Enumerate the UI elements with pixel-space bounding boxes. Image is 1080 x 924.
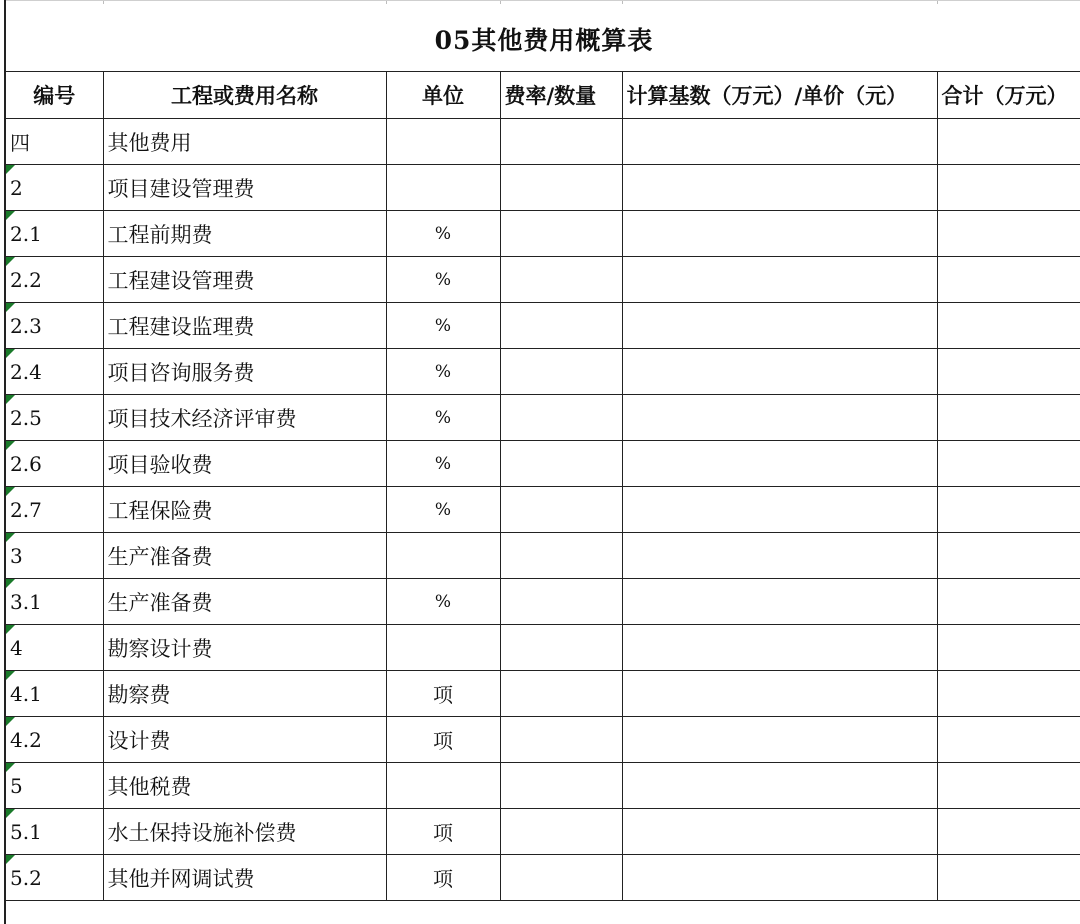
cell-rate-quantity[interactable] [500,441,622,487]
cell-rate-quantity[interactable] [500,763,622,809]
table-row [6,625,1080,671]
number-as-text-flag-icon [6,257,15,266]
header-base-price[interactable]: 计算基数（万元）/单价（元） [622,72,937,119]
number-as-text-flag-icon [6,487,15,496]
cell-code[interactable] [6,855,103,901]
cell-total[interactable] [937,257,1080,303]
cell-name[interactable]: 工程保险费 [103,487,386,533]
number-as-text-flag-icon [6,533,15,542]
cell-total[interactable] [937,395,1080,441]
cell-code-text: 2.6 [10,451,42,476]
cell-total[interactable] [937,441,1080,487]
table-row [6,165,1080,211]
cell-rate-quantity[interactable] [500,349,622,395]
cell-total[interactable] [937,625,1080,671]
number-as-text-flag-icon [6,303,15,312]
cell-name[interactable]: 项目验收费 [103,441,386,487]
cell-total[interactable] [937,579,1080,625]
number-as-text-flag-icon [6,165,15,174]
cell-rate-quantity[interactable] [500,395,622,441]
table-row [6,533,1080,579]
cell-code-text: 3 [10,543,23,568]
cell-name[interactable]: 生产准备费 [103,533,386,579]
cell-unit[interactable]: % [386,257,500,303]
cell-unit[interactable] [386,119,500,165]
cost-estimate-table [6,71,1080,901]
cell-code[interactable] [6,119,103,165]
table-body [6,119,1080,901]
cell-code-text: 2 [10,175,23,200]
header-total[interactable]: 合计（万元） [937,72,1080,119]
cell-unit[interactable] [386,625,500,671]
cell-base-price[interactable] [622,809,937,855]
cell-base-price[interactable] [622,533,937,579]
cell-rate-quantity[interactable] [500,579,622,625]
number-as-text-flag-icon [6,763,15,772]
cell-total[interactable] [937,671,1080,717]
cell-code-text: 5.1 [10,819,42,844]
table-row [6,303,1080,349]
header-row [6,72,1080,119]
cell-code-text: 5 [10,773,23,798]
cell-unit[interactable]: % [386,579,500,625]
cell-rate-quantity[interactable] [500,855,622,901]
table-row [6,809,1080,855]
cell-unit[interactable]: % [386,441,500,487]
cell-rate-quantity[interactable] [500,809,622,855]
cell-total[interactable] [937,809,1080,855]
sheet-title[interactable]: 05其他费用概算表 [6,0,1080,71]
number-as-text-flag-icon [6,855,15,864]
cell-name[interactable]: 工程前期费 [103,211,386,257]
cell-code[interactable] [6,717,103,763]
cell-unit[interactable]: % [386,303,500,349]
cell-rate-quantity[interactable] [500,303,622,349]
cell-code-text: 2.3 [10,313,42,338]
table-row [6,763,1080,809]
spreadsheet-sheet [4,0,1080,924]
cell-name[interactable]: 水土保持设施补偿费 [103,809,386,855]
number-as-text-flag-icon [6,717,15,726]
cell-name[interactable]: 其他费用 [103,119,386,165]
cell-name[interactable]: 项目咨询服务费 [103,349,386,395]
cell-unit[interactable]: % [386,395,500,441]
header-unit[interactable]: 单位 [386,72,500,119]
cell-total[interactable] [937,533,1080,579]
cell-total[interactable] [937,211,1080,257]
cell-rate-quantity[interactable] [500,257,622,303]
cell-rate-quantity[interactable] [500,119,622,165]
cell-base-price[interactable] [622,441,937,487]
cell-total[interactable] [937,165,1080,211]
cell-name[interactable]: 项目技术经济评审费 [103,395,386,441]
cell-rate-quantity[interactable] [500,625,622,671]
cell-rate-quantity[interactable] [500,671,622,717]
cell-total[interactable] [937,855,1080,901]
cell-base-price[interactable] [622,257,937,303]
cell-total[interactable] [937,717,1080,763]
number-as-text-flag-icon [6,625,15,634]
cell-base-price[interactable] [622,211,937,257]
cell-unit[interactable]: % [386,211,500,257]
table-row [6,487,1080,533]
cell-code[interactable] [6,671,103,717]
cell-rate-quantity[interactable] [500,533,622,579]
cell-code[interactable] [6,395,103,441]
table-row [6,257,1080,303]
cell-total[interactable] [937,303,1080,349]
cell-unit[interactable]: 项 [386,671,500,717]
table-row [6,395,1080,441]
cell-base-price[interactable] [622,119,937,165]
table-row [6,671,1080,717]
cell-code[interactable] [6,533,103,579]
cell-code[interactable] [6,441,103,487]
cell-unit[interactable] [386,533,500,579]
table-row [6,855,1080,901]
cell-name[interactable]: 勘察费 [103,671,386,717]
cell-total[interactable] [937,119,1080,165]
table-row [6,211,1080,257]
cell-name[interactable]: 设计费 [103,717,386,763]
cell-code-text: 2.4 [10,359,42,384]
number-as-text-flag-icon [6,579,15,588]
header-code[interactable]: 编号 [6,72,103,119]
cell-code-text: 4.2 [10,727,42,752]
cell-base-price[interactable] [622,717,937,763]
cell-unit[interactable]: % [386,349,500,395]
cell-code[interactable] [6,211,103,257]
cell-base-price[interactable] [622,395,937,441]
cell-base-price[interactable] [622,763,937,809]
table-row [6,441,1080,487]
cell-unit[interactable]: % [386,487,500,533]
cell-name[interactable]: 其他并网调试费 [103,855,386,901]
cell-base-price[interactable] [622,349,937,395]
cell-rate-quantity[interactable] [500,165,622,211]
table-row [6,119,1080,165]
cell-code-text: 2.5 [10,405,42,430]
cell-name[interactable]: 勘察设计费 [103,625,386,671]
number-as-text-flag-icon [6,809,15,818]
cell-code[interactable] [6,303,103,349]
cell-code[interactable] [6,349,103,395]
cell-name[interactable]: 其他税费 [103,763,386,809]
cell-code[interactable] [6,487,103,533]
cell-code-text: 2.1 [10,221,42,246]
cell-base-price[interactable] [622,303,937,349]
cell-total[interactable] [937,763,1080,809]
cell-name[interactable]: 生产准备费 [103,579,386,625]
cell-base-price[interactable] [622,625,937,671]
header-name[interactable]: 工程或费用名称 [103,72,386,119]
cell-rate-quantity[interactable] [500,717,622,763]
cell-code[interactable] [6,579,103,625]
cell-rate-quantity[interactable] [500,487,622,533]
cell-unit[interactable] [386,763,500,809]
header-rate-quantity[interactable]: 费率/数量 [500,72,622,119]
cell-code[interactable] [6,809,103,855]
cell-base-price[interactable] [622,855,937,901]
cell-code[interactable] [6,165,103,211]
cell-base-price[interactable] [622,579,937,625]
cell-code[interactable] [6,257,103,303]
cell-base-price[interactable] [622,487,937,533]
number-as-text-flag-icon [6,671,15,680]
table-row [6,349,1080,395]
cell-code-text: 2.2 [10,267,42,292]
table-row [6,717,1080,763]
cell-name[interactable]: 工程建设监理费 [103,303,386,349]
number-as-text-flag-icon [6,211,15,220]
cell-base-price[interactable] [622,671,937,717]
cell-rate-quantity[interactable] [500,211,622,257]
cell-total[interactable] [937,349,1080,395]
table-row [6,579,1080,625]
cell-code-text: 四 [10,131,30,155]
cell-unit[interactable]: 项 [386,717,500,763]
cell-code[interactable] [6,763,103,809]
cell-unit[interactable]: 项 [386,809,500,855]
cell-name[interactable]: 项目建设管理费 [103,165,386,211]
cell-code-text: 4 [10,635,23,660]
cell-code-text: 2.7 [10,497,42,522]
cell-base-price[interactable] [622,165,937,211]
number-as-text-flag-icon [6,349,15,358]
cell-unit[interactable]: 项 [386,855,500,901]
cell-code-text: 5.2 [10,865,42,890]
cell-code[interactable] [6,625,103,671]
number-as-text-flag-icon [6,395,15,404]
cell-code-text: 4.1 [10,681,42,706]
cell-total[interactable] [937,487,1080,533]
cell-unit[interactable] [386,165,500,211]
cell-code-text: 3.1 [10,589,42,614]
cell-name[interactable]: 工程建设管理费 [103,257,386,303]
number-as-text-flag-icon [6,441,15,450]
